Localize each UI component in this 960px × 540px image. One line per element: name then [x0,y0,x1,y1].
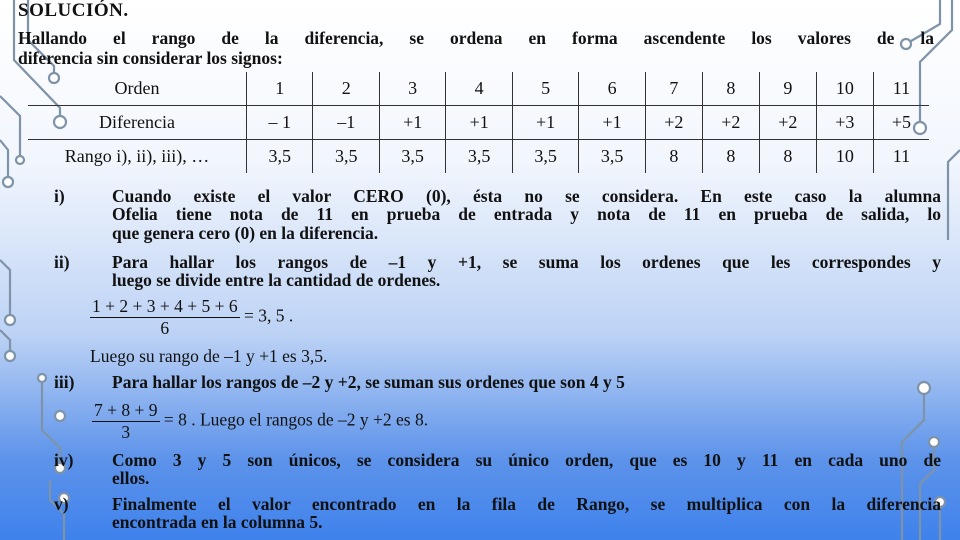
table-cell: +1 [579,106,645,140]
table-cell: 7 [645,72,702,106]
table-cell: – 1 [247,106,313,140]
fraction-numerator: 1 + 2 + 3 + 4 + 5 + 6 [92,296,238,316]
table-cell: –1 [313,106,379,140]
fraction-denominator: 3 [121,422,131,442]
table-cell: +3 [816,106,873,140]
table-cell: +1 [512,106,578,140]
item-i-line-2: Ofelia tiene nota de 11 en prueba de entrada y nota de 11 en prueba de salida, lo [112,204,941,224]
table-cell: +1 [379,106,445,140]
fraction-ii [90,296,240,339]
item-number-ii: ii) [54,252,70,272]
item-number-iv: iv) [54,450,74,470]
table-cell: 11 [892,146,911,166]
item-i-line-3: que genera cero (0) en la diferencia. [112,223,379,243]
table-cell: 3,5 [579,140,645,174]
fraction-iii [92,400,160,443]
table-cell: 8 [702,72,759,106]
table-cell: 8 [645,140,702,174]
table-cell: 10 [816,140,873,174]
item-v-line-2: encontrada en la columna 5. [112,512,323,532]
table-cell: 3,5 [313,140,379,174]
table-row-rango [28,140,929,174]
table-cell: 3,5 [512,140,578,174]
table-cell: 9 [759,72,816,106]
table-cell: 3 [379,72,445,106]
item-i-line-1: Cuando existe el valor CERO (0), ésta no se considera. En este caso la alumna [112,186,941,206]
table-cell: 6 [579,72,645,106]
table-cell: +1 [446,106,512,140]
item-v-line-1: Finalmente el valor encontrado en la fila de Rango, se multiplica con la diferencia [112,494,941,514]
item-iv-line-2: ellos. [112,468,150,488]
fraction-numerator: 7 + 8 + 9 [94,400,158,420]
item-ii-line-2: luego se divide entre la cantidad de ordenes. [112,270,441,290]
table-cell: 11 [873,72,929,106]
table-cell: 3,5 [446,140,512,174]
table-row-diferencia [28,106,929,140]
item-iv-line-1: Como 3 y 5 son únicos, se considera su único orden, que es 10 y 11 en cada uno de [112,450,941,470]
item-number-i: i) [54,186,65,206]
intro-line-1: Hallando el rango de la diferencia, se ordena en forma ascendente los valores de la [18,28,934,48]
item-ii-line-1: Para hallar los rangos de –1 y +1, se suma los ordenes que les correspondes y [112,252,941,272]
table-cell: +2 [645,106,702,140]
table-cell: 3,5 [247,140,313,174]
formula-result: = 3, 5 . [243,305,294,326]
table-cell: +5 [873,106,929,140]
table-cell: 2 [313,72,379,106]
table-cell: 10 [816,72,873,106]
formula-ii [90,296,293,339]
table-cell: 4 [446,72,512,106]
row-label-rango: Rango i), ii), iii), … [28,140,247,174]
table-cell: 1 [247,72,313,106]
item-ii-conclusion: Luego su rango de –1 y +1 es 3,5. [90,346,328,366]
item-number-v: v) [54,494,69,514]
table-cell: 5 [512,72,578,106]
fraction-denominator: 6 [160,318,170,338]
intro-line-2: diferencia sin considerar los signos: [18,48,283,68]
formula-result: = 8 . Luego el rangos de –2 y +2 es 8. [163,409,429,430]
row-label-diferencia: Diferencia [28,106,247,140]
formula-iii [92,400,428,443]
table-cell: +2 [702,106,759,140]
table-row-orden [28,72,929,106]
item-number-iii: iii) [54,372,75,392]
table-cell: 8 [759,140,816,174]
ranking-table [28,72,929,173]
table-cell: +2 [759,106,816,140]
item-iii-line-1: Para hallar los rangos de –2 y +2, se suman sus ordenes que son 4 y 5 [112,372,625,392]
table-cell: 3,5 [379,140,445,174]
table-cell: 8 [702,140,759,174]
row-label-orden: Orden [28,72,247,106]
page-title: SOLUCIÓN. [18,0,129,21]
